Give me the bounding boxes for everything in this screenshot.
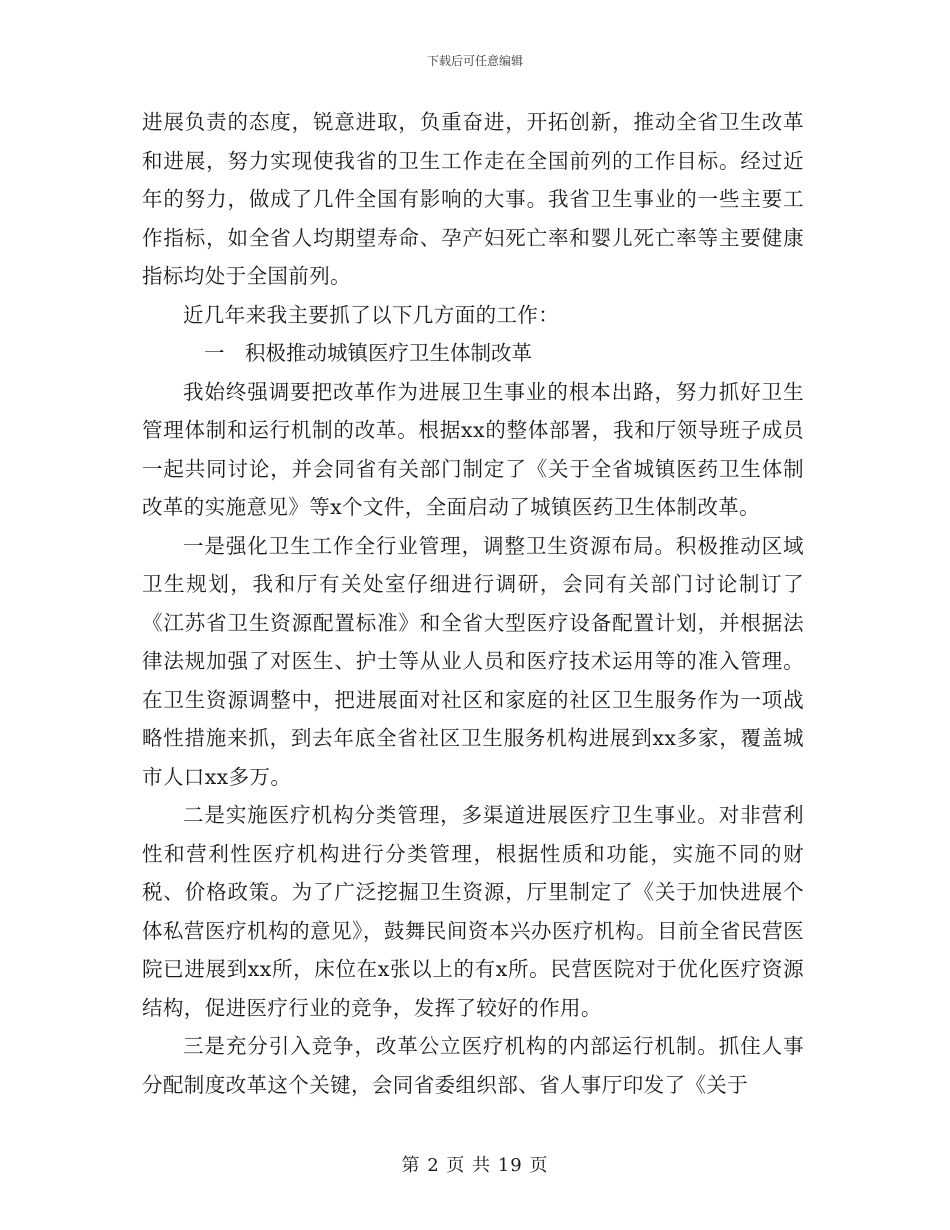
document-body (142, 103, 804, 1104)
page-header: 下载后可任意编辑 (426, 54, 523, 68)
paragraph-point-one: 一是强化卫生工作全行业管理，调整卫生资源布局。积极推动区域卫生规划，我和厅有关处室仔细进行调研，会同有关部门讨论制订了《江苏省卫生资源配置标准》和全省大型医疗设备配置计划，并根据法律法规加强了对医生、护士等从业人员和医疗技术运用等的准入管理。在卫生资源调整中，把进展面对社区和家庭的社区卫生服务作为一项战略性措施来抓，到去年底全省社区卫生服务机构进展到xx多家，覆盖城市人口xx多万。 (142, 533, 804, 789)
paragraph-reform-overview: 我始终强调要把改革作为进展卫生事业的根本出路，努力抓好卫生管理体制和运行机制的改革。根据xx的整体部署，我和厅领导班子成员一起共同讨论，并会同省有关部门制定了《关于全省城镇医药卫生体制改革的实施意见》等x个文件，全面启动了城镇医药卫生体制改革。 (142, 379, 804, 519)
section-heading: 一 积极推动城镇医疗卫生体制改革 (204, 341, 532, 365)
paragraph-continued: 进展负责的态度，锐意进取，负重奋进，开拓创新，推动全省卫生改革和进展，努力实现使我省的卫生工作走在全国前列的工作目标。经过近年的努力，做成了几件全国有影响的大事。我省卫生事业的一些主要工作指标，如全省人均期望寿命、孕产妇死亡率和婴儿死亡率等主要健康指标均处于全国前列。 (142, 110, 804, 288)
paragraph-intro: 近几年来我主要抓了以下几方面的工作： (183, 302, 560, 327)
page-number-footer: 第 2 页 共 19 页 (401, 1155, 549, 1176)
paragraph-point-two: 二是实施医疗机构分类管理，多渠道进展医疗卫生事业。对非营利性和营利性医疗机构进行分类管理，根据性质和功能，实施不同的财税、价格政策。为了广泛挖掘卫生资源，厅里制定了《关于加快进展个体私营医疗机构的意见》，鼓舞民间资本兴办医疗机构。目前全省民营医院已进展到xx所，床位在x张以上的有x所。民营医院对于优化医疗资源结构，促进医疗行业的竞争，发挥了较好的作用。 (142, 803, 804, 1020)
paragraph-point-three: 三是充分引入竞争，改革公立医疗机构的内部运行机制。抓住人事分配制度改革这个关键，会同省委组织部、省人事厅印发了《关于 (142, 1034, 804, 1097)
